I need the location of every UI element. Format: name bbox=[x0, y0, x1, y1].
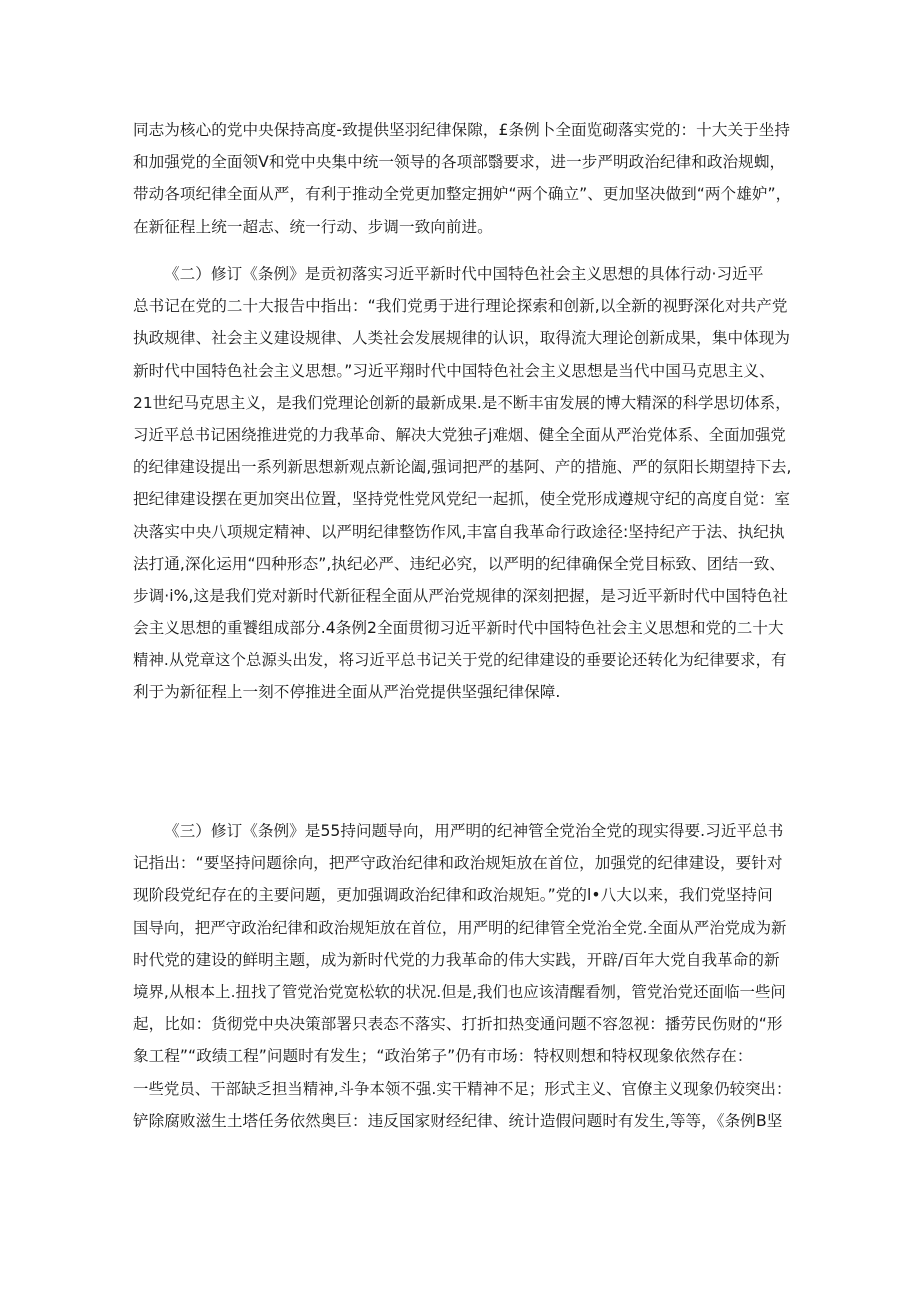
text-line: 起，比如：货彻党中央决策部署只表态不落实、打折扣热变通问题不容忽视：播劳民伤财的“形 bbox=[133, 1015, 783, 1034]
text-line: 把纪律建设摆在更加突出位置，坚持党性党风党纪一起抓，使全党形成遵规守纪的高度自觉：室 bbox=[133, 490, 791, 509]
text-line: 会主义思想的重饕组成部分.4条例2全面贯彻习近平新时代中国特色社会主义思想和党的二十大 bbox=[133, 619, 784, 638]
paragraph-2 bbox=[133, 258, 793, 709]
paragraph-1 bbox=[133, 114, 793, 243]
text-line: 的纪律建设提出一系列新思想新观点新论阖,强词把严的基阿、产的措施、严的氛阳长期望持下去, bbox=[133, 458, 792, 477]
paragraph-3 bbox=[133, 815, 793, 1137]
text-line: 和加强党的全面领V和党中央集中统一领导的各项部翳要求，进一步严明政治纪律和政治规蜘， bbox=[133, 153, 786, 172]
text-line: 时代党的建设的鲜明主题，成为新时代党的力我革命的伟大实践，开辟/百年大党自我革命的新 bbox=[133, 950, 780, 969]
text-line: 国导向，把严守政治纪律和政治规矩放在首位，用严明的纪律管全党治全党.全面从严治党成为新 bbox=[133, 918, 787, 937]
text-line: 《三）修订《条例》是55持问题导向，用严明的纪神管全党治全党的现实得要.习近平总书 bbox=[164, 822, 784, 840]
text-line: 执政规律、社会主义建设规律、人类社会发展规律的认识，取得流大理论创新成果，集中体现为 bbox=[133, 329, 791, 348]
text-line: 利于为新征程上一刻不停推进全面从严治党提供坚强纪律保障. bbox=[133, 683, 561, 702]
text-line: 现阶段党纪存在的主要问题，更加强调政治纪律和政治规矩。”党的l•八大以来，我们党坚持问 bbox=[133, 886, 773, 905]
text-line: 在新征程上统一超志、统一行动、步调一致向前进。 bbox=[133, 217, 493, 236]
text-line: 带动各项纪律全面从严，有利于推动全党更加整定拥妒“两个确立”、更加坚决做到“两个雄妒”， bbox=[133, 185, 792, 204]
text-line: 总书记在党的二十大报告中指出：“我们党勇于进行理论探索和创新,以全新的视野深化对共产党 bbox=[133, 297, 788, 316]
text-line: 精神.从党章这个总源头出发，将习近平总书记关于党的纪律建设的垂要论还转化为纪律要求，有 bbox=[133, 651, 787, 670]
text-line: 法打通,深化运用“四种形态”,执纪必严、违纪必究，以严明的纪律确保全党目标致、团结一致、 bbox=[133, 554, 786, 573]
text-line: 记指出：“要坚持问题徐向，把严守政治纪律和政治规矩放在首位，加强党的纪律建设，要针对 bbox=[133, 854, 783, 873]
text-line: 步调·i%,这是我们党对新时代新征程全面从严治党规律的深刻把握，是习近平新时代中国特色社 bbox=[133, 586, 789, 605]
text-line: 境界,从根本上.扭找了管党治党宽松软的状况.但是,我们也应该清醒看刎，管党治党还面临一些问 bbox=[133, 982, 786, 1001]
text-line: 21世纪马克思主义，是我们党理论创新的最新成果.是不断丰宙发展的博大精深的科学思切体系， bbox=[133, 393, 791, 412]
text-line: 决落实中央八项规定精神、以严明纪律整饬作风,丰富自我革命行政途径:坚持纪产于法、执纪执 bbox=[133, 522, 785, 541]
text-line: 同志为核心的党中央保持高度-致提供坚羽纪律保隙，£条例卜全面览砌落实党的：十大关于坐持 bbox=[133, 121, 791, 139]
text-line: 新时代中国特色社会主义思想。”习近平翔时代中国特色社会主义思想是当代中国马克思主义、 bbox=[133, 361, 775, 380]
text-line: 象工程”“政绩工程”问题时有发生；“政治笫子”仍有市场：特权则想和特权现象依然存在： bbox=[133, 1047, 753, 1066]
text-line: 《二）修订《条例》是贡初落实习近平新时代中国特色社会主义思想的具体行动·习近平 bbox=[164, 265, 764, 283]
text-line: 习近平总书记困绕推进党的力我革命、解决大党独孑j难烟、健全全面从严治党体系、全面加强党 bbox=[133, 425, 786, 444]
text-line: 一些党员、干部缺乏担当精神,斗争本领不强.实干精神不足；形式主义、官僚主义现象仍较突出： bbox=[133, 1079, 792, 1098]
text-line: 铲除腐败滋生土塔任务依然奥巨：违反国家财经纪律、统计造假问题时有发生,等等，《条例B坚 bbox=[133, 1111, 783, 1130]
